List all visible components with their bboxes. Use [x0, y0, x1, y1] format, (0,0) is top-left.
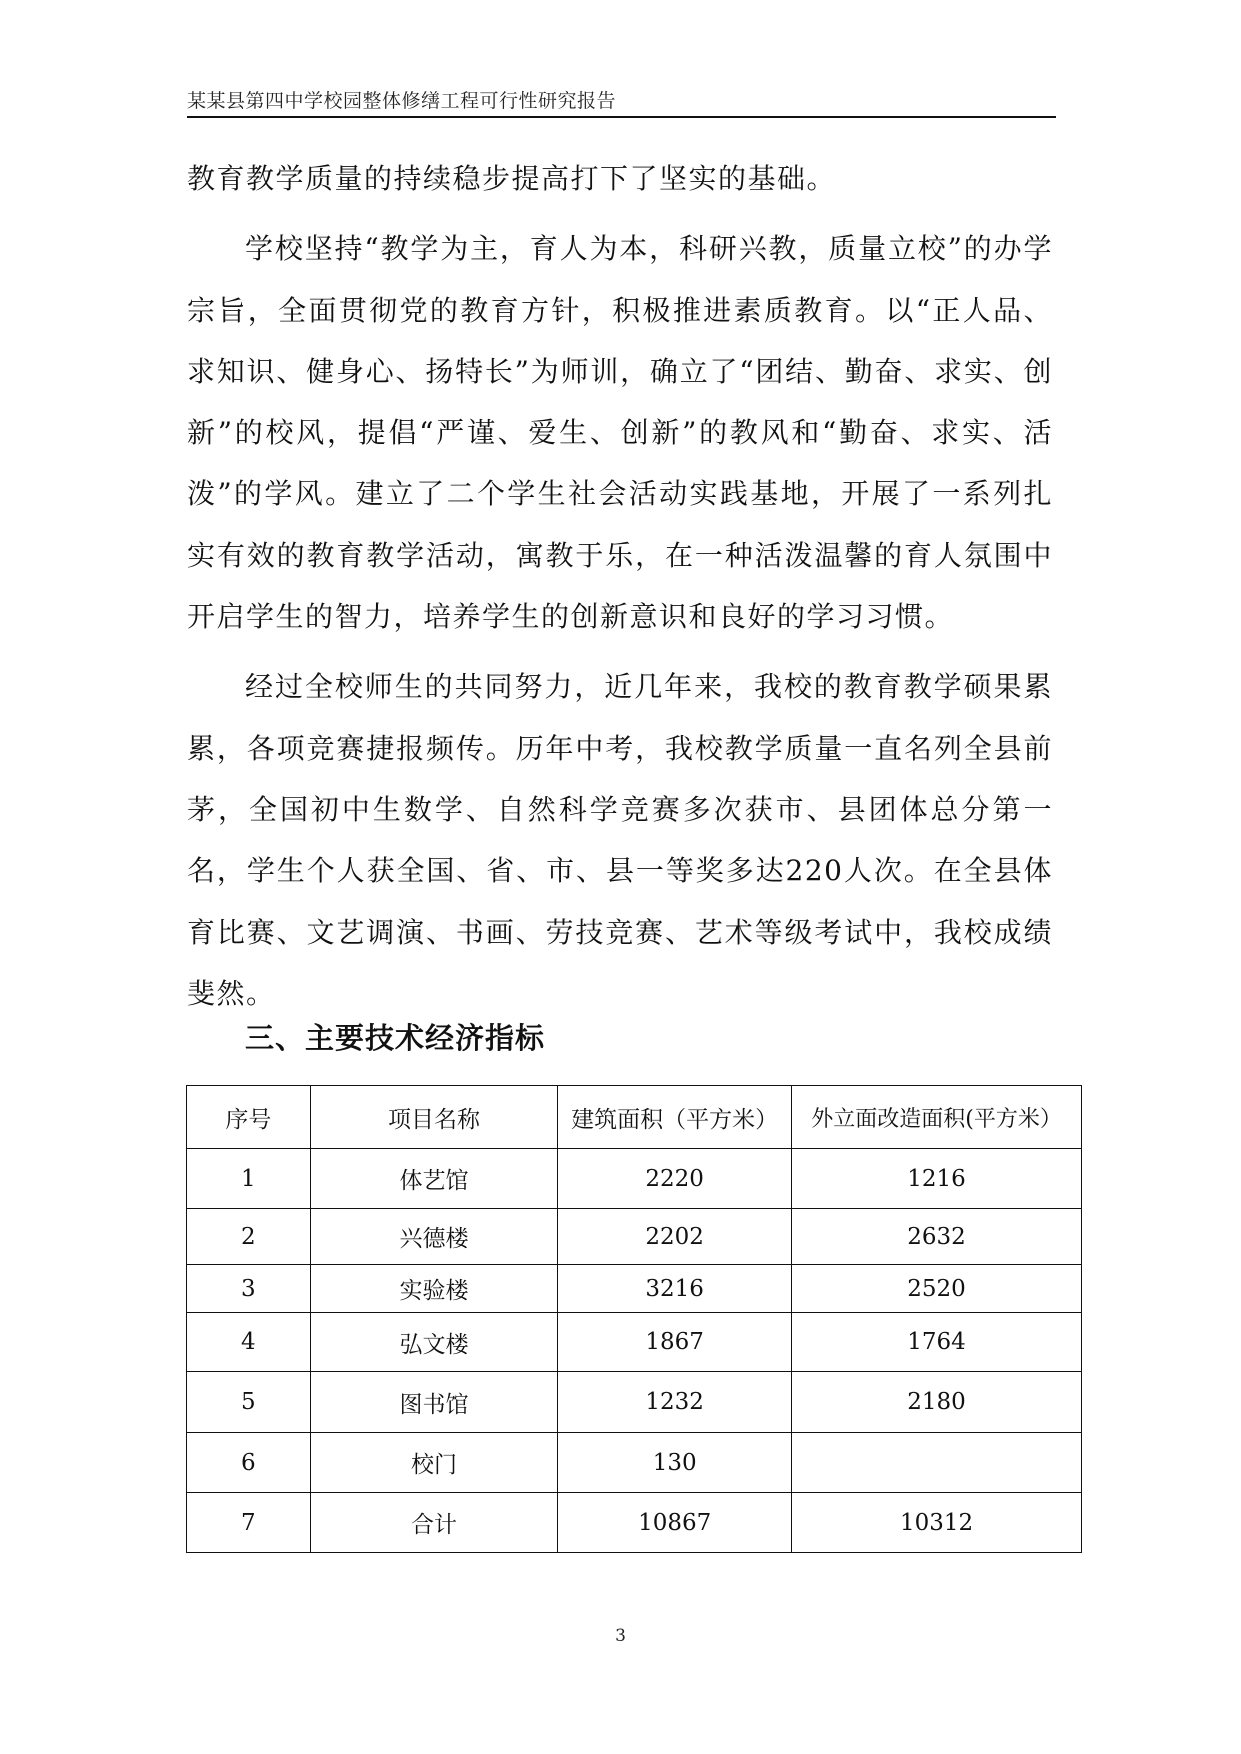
- table-row: [187, 1493, 1082, 1553]
- table-cell: 2520: [792, 1265, 1082, 1313]
- table-cell: 2180: [792, 1372, 1082, 1433]
- table-cell: 1232: [558, 1372, 792, 1433]
- page-number: 3: [615, 1626, 626, 1646]
- column-header: 建筑面积（平方米）: [558, 1086, 792, 1149]
- table-cell: 2220: [558, 1149, 792, 1209]
- table-cell: 130: [558, 1433, 792, 1493]
- table-cell: 2632: [792, 1209, 1082, 1265]
- table-cell: 10312: [792, 1493, 1082, 1553]
- table-row: [187, 1265, 1082, 1313]
- table-row: [187, 1149, 1082, 1209]
- table-row: [187, 1433, 1082, 1493]
- body-text: [187, 148, 1053, 1024]
- table-cell: 10867: [558, 1493, 792, 1553]
- table-cell: 3216: [558, 1265, 792, 1313]
- column-header: 序号: [187, 1086, 311, 1149]
- table-cell: 图书馆: [310, 1372, 557, 1433]
- table-row: [187, 1372, 1082, 1433]
- table-cell: 实验楼: [310, 1265, 557, 1313]
- column-header: 外立面改造面积(平方米）: [792, 1086, 1082, 1149]
- table-row: [187, 1313, 1082, 1372]
- table-cell: 2202: [558, 1209, 792, 1265]
- paragraph: 学校坚持“教学为主，育人为本，科研兴教，质量立校”的办学宗旨，全面贯彻党的教育方针，积极推进素质教育。以“正人品、求知识、健身心、扬特长”为师训，确立了“团结、勤奋、求实、创新”的校风，提倡“严谨、爱生、创新”的教风和“勤奋、求实、活泼”的学风。建立了二个学生社会活动实践基地，开展了一系列扎实有效的教育教学活动，寓教于乐，在一种活泼温馨的育人氛围中开启学生的智力，培养学生的创新意识和良好的学习习惯。: [187, 232, 1053, 634]
- table-cell: 校门: [310, 1433, 557, 1493]
- table-cell: 2: [187, 1209, 311, 1265]
- table-cell: 4: [187, 1313, 311, 1372]
- indicators-table: [186, 1085, 1082, 1553]
- table-cell: 5: [187, 1372, 311, 1433]
- table-cell: 3: [187, 1265, 311, 1313]
- table-header-row: [187, 1086, 1082, 1149]
- table-cell: 1: [187, 1149, 311, 1209]
- paragraph: 经过全校师生的共同努力，近几年来，我校的教育教学硕果累累，各项竞赛捷报频传。历年中考，我校教学质量一直名列全县前茅，全国初中生数学、自然科学竞赛多次获市、县团体总分第一名，学生个人获全国、省、市、县一等奖多达220人次。在全县体育比赛、文艺调演、书画、劳技竞赛、艺术等级考试中，我校成绩斐然。: [187, 670, 1053, 1010]
- table-row: [187, 1209, 1082, 1265]
- page-header-title: 某某县第四中学校园整体修缮工程可行性研究报告: [187, 90, 617, 112]
- table-cell: 6: [187, 1433, 311, 1493]
- table-cell: 7: [187, 1493, 311, 1553]
- header-divider: [187, 116, 1056, 118]
- table-cell: 弘文楼: [310, 1313, 557, 1372]
- section-heading: 三、主要技术经济指标: [245, 1021, 546, 1055]
- table-cell: [792, 1433, 1082, 1493]
- table-cell: 1867: [558, 1313, 792, 1372]
- table-cell: 合计: [310, 1493, 557, 1553]
- table-cell: 体艺馆: [310, 1149, 557, 1209]
- table-cell: 1216: [792, 1149, 1082, 1209]
- table-cell: 1764: [792, 1313, 1082, 1372]
- paragraph: 教育教学质量的持续稳步提高打下了坚实的基础。: [187, 162, 837, 195]
- table-cell: 兴德楼: [310, 1209, 557, 1265]
- column-header: 项目名称: [310, 1086, 557, 1149]
